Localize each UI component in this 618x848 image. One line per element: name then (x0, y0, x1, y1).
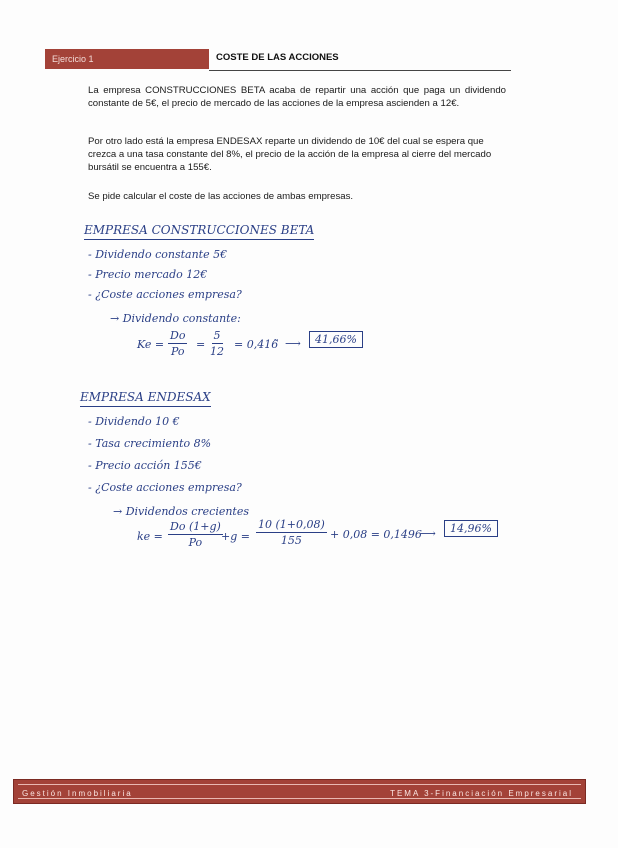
solution2-numerator-numeric: 10 (1+0,08) (258, 518, 325, 531)
solution1-denominator-symbolic: Po (170, 345, 185, 358)
solution2-heading: EMPRESA ENDESAX (80, 390, 211, 407)
solution1-ke-label: Ke = (137, 338, 165, 351)
solution1-item-price: - Precio mercado 12€ (88, 268, 208, 281)
footer-topic: TEMA 3-Financiación Empresarial (390, 789, 573, 798)
solution1-item-dividend: - Dividendo constante 5€ (88, 248, 228, 261)
solution1-item-question: - ¿Coste acciones empresa? (88, 288, 242, 301)
page-title: COSTE DE LAS ACCIONES (216, 52, 339, 63)
solution1-decimal: = 0,416̃ (234, 338, 279, 351)
title-underline (209, 70, 511, 71)
solution2-ke-label: ke = (137, 530, 163, 543)
solution2-item-price: - Precio acción 155€ (88, 459, 202, 472)
solution1-fraction-numeric (210, 329, 224, 358)
solution2-item-question: - ¿Coste acciones empresa? (88, 481, 242, 494)
solution2-plus-g: +g = (221, 530, 250, 543)
arrow-icon: ⟶ (285, 337, 301, 350)
solution2-item-growth: - Tasa crecimiento 8% (88, 437, 212, 450)
footer-bar (13, 779, 586, 804)
solution1-numerator-numeric: 5 (213, 329, 221, 342)
solution2-numerator-symbolic: Do (1+g) (170, 520, 221, 533)
exercise-label: Ejercicio 1 (45, 49, 209, 69)
solution2-tail: + 0,08 = 0,1496 (330, 528, 422, 541)
solution2-method: → Dividendos crecientes (113, 505, 250, 518)
solution2-denominator-numeric: 155 (280, 534, 302, 547)
solution2-denominator-symbolic: Po (188, 536, 203, 549)
solution2-fraction-symbolic (168, 520, 223, 549)
solution1-method: → Dividendo constante: (110, 312, 241, 325)
solution2-item-dividend: - Dividendo 10 € (88, 415, 180, 428)
statement-paragraph-3: Se pide calcular el coste de las acciones de ambas empresas. (88, 191, 354, 202)
statement-paragraph-1: La empresa CONSTRUCCIONES BETA acaba de repartir una acción que paga un dividendo constante de 5€, el precio de mercado de las acciones de la empresa ascienden a 12€. (88, 85, 506, 109)
solution1-equals: = (196, 338, 206, 351)
solution1-denominator-numeric: 12 (210, 345, 224, 358)
solution1-result: 41,66% (309, 331, 363, 348)
footer-course: Gestión Inmobiliaria (22, 789, 133, 798)
solution1-heading: EMPRESA CONSTRUCCIONES BETA (84, 223, 314, 240)
solution2-result: 14,96% (444, 520, 498, 537)
solution2-fraction-numeric (256, 518, 327, 547)
statement-paragraph-2: Por otro lado está la empresa ENDESAX reparte un dividendo de 10€ del cual se espera que crezca a una tasa constante del 8%, el precio de la acción de la empresa al cierre del mercado bursátil se encuentra a 155€. (88, 136, 492, 173)
solution1-numerator-symbolic: Do (170, 329, 186, 342)
arrow-icon: ⟶ (420, 527, 436, 540)
solution1-fraction-symbolic (168, 329, 187, 358)
